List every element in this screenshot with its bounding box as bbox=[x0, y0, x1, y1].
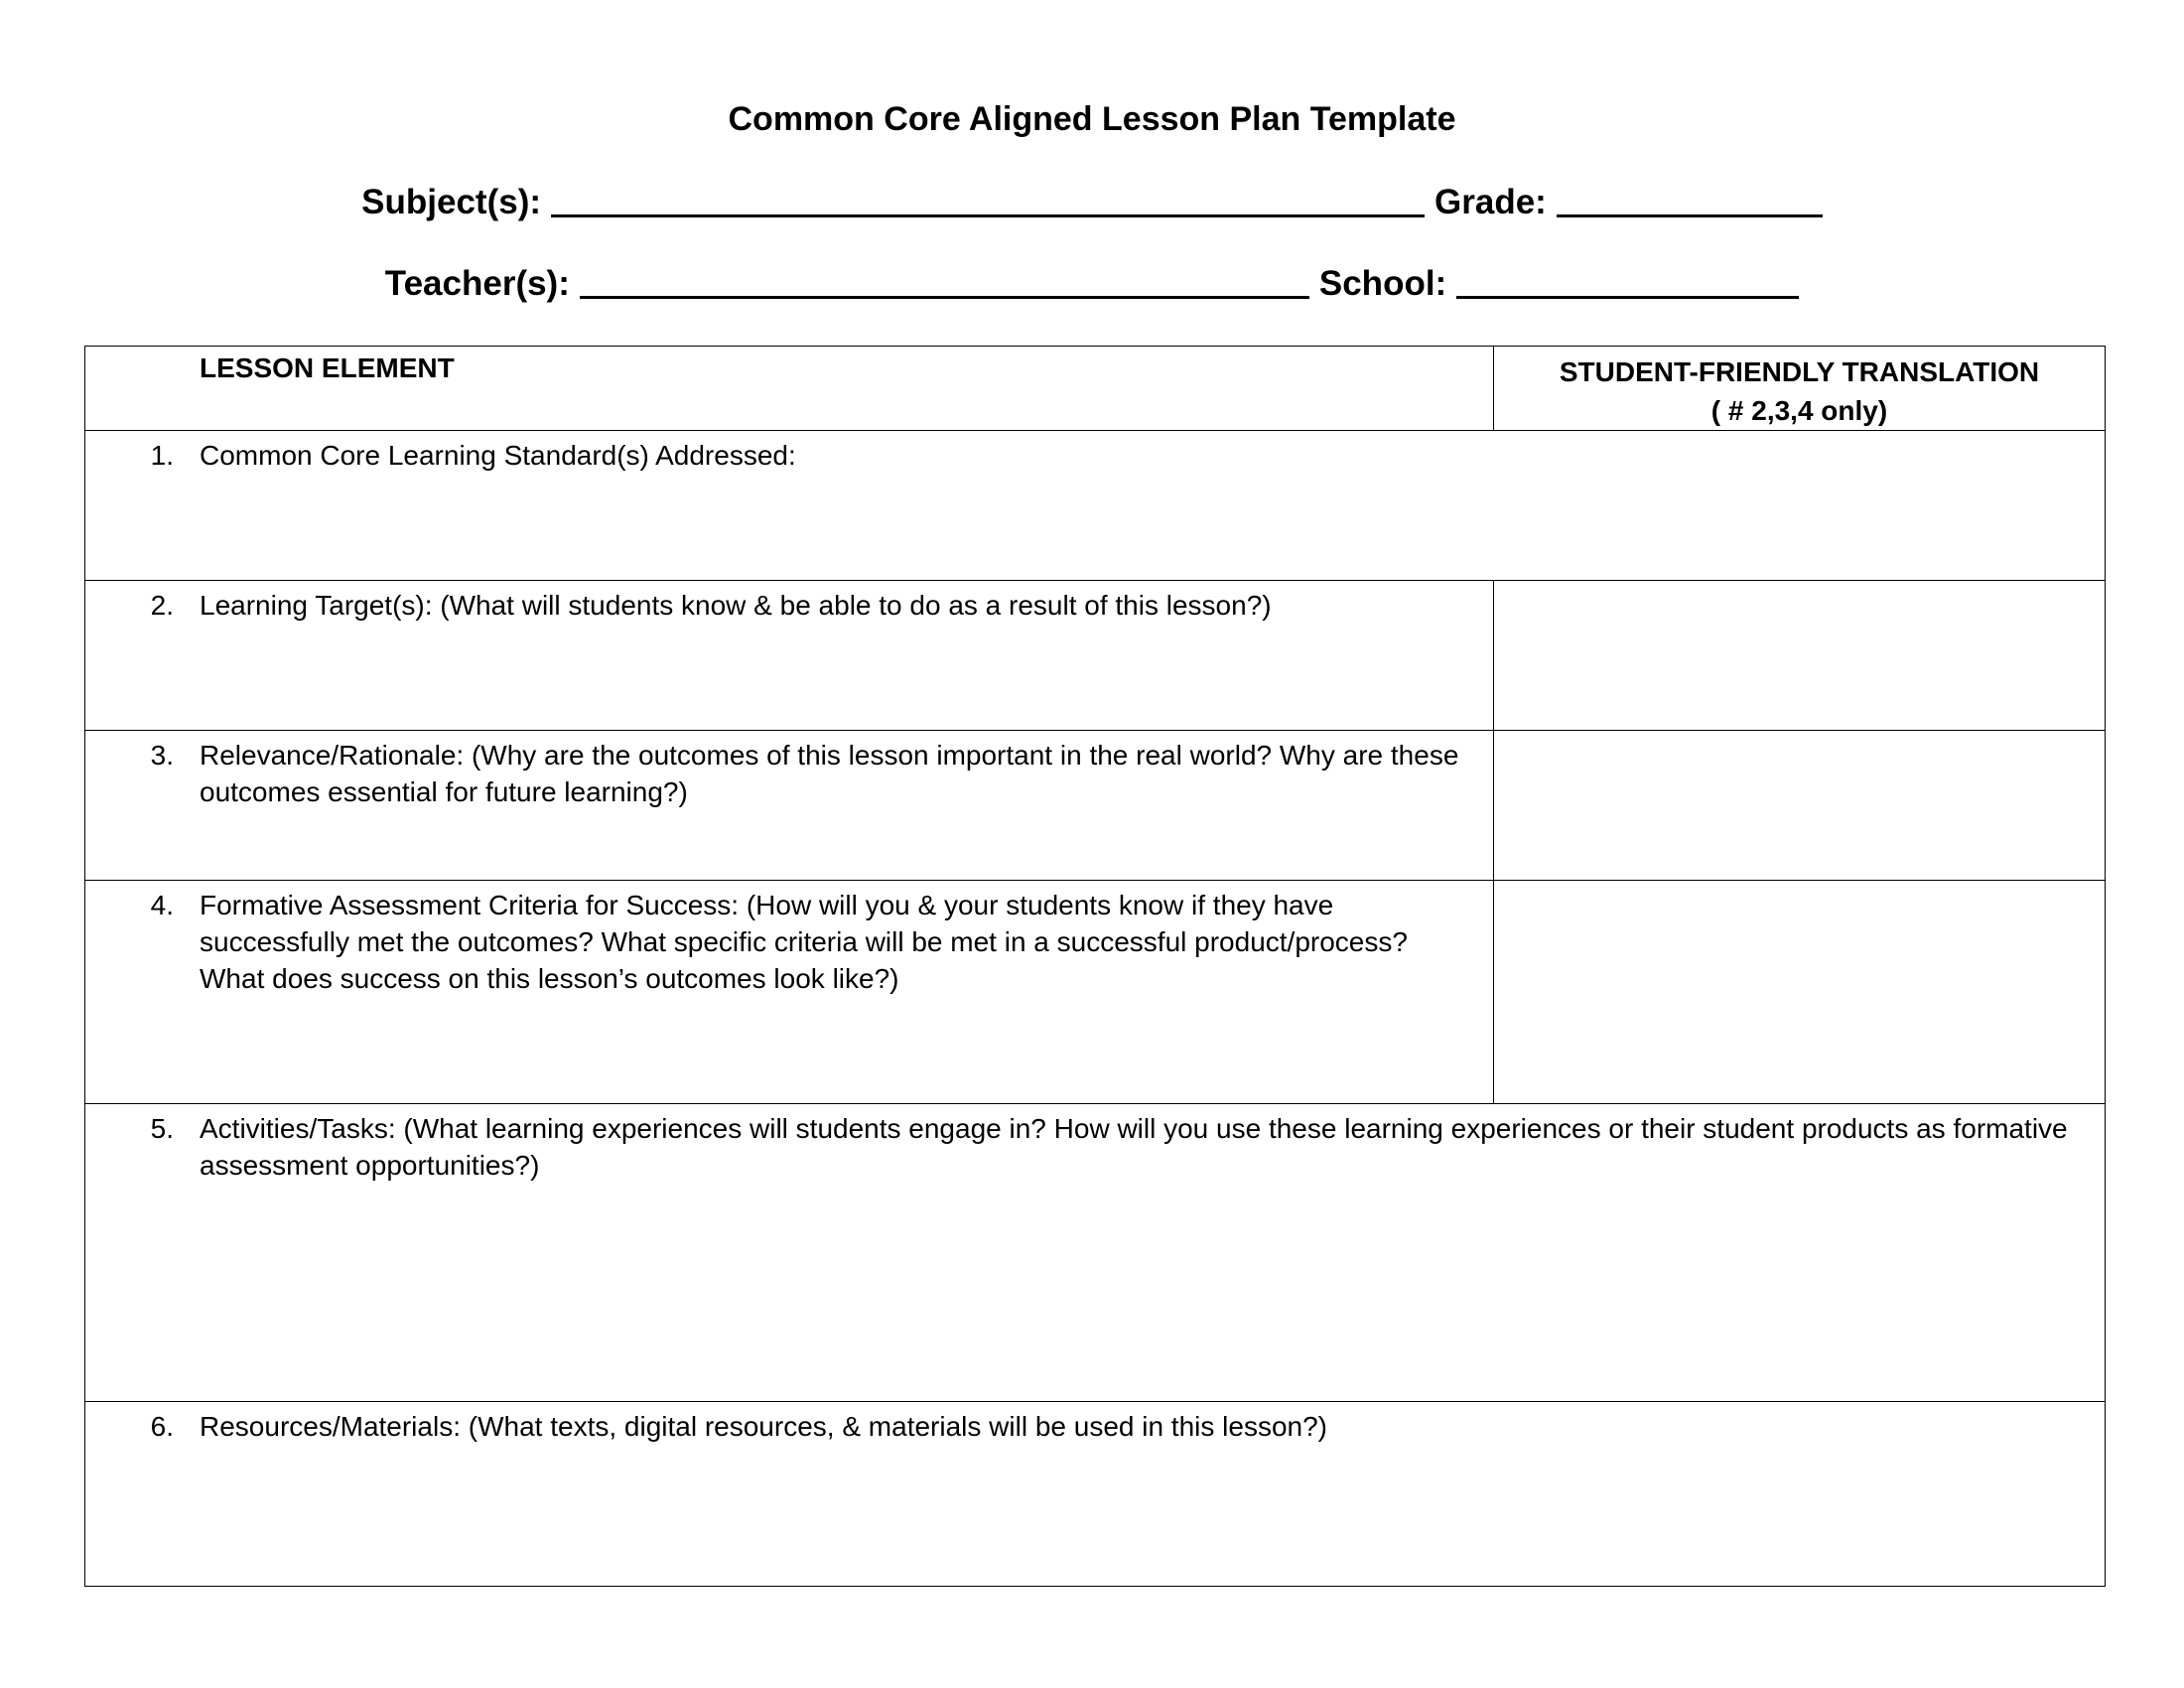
translation-cell[interactable] bbox=[1494, 731, 2106, 881]
table-row bbox=[85, 731, 2106, 881]
lesson-element-cell[interactable] bbox=[85, 1104, 2106, 1402]
subject-blank[interactable] bbox=[551, 214, 1425, 217]
lesson-plan-table bbox=[84, 346, 2106, 1587]
item-number: 5. bbox=[150, 1113, 174, 1144]
subject-grade-line bbox=[0, 183, 2184, 222]
header-student-friendly bbox=[1494, 347, 2106, 431]
item-number: 1. bbox=[150, 440, 174, 471]
table-row bbox=[85, 581, 2106, 731]
item-number: 4. bbox=[150, 890, 174, 920]
lesson-element-cell[interactable] bbox=[85, 581, 1494, 731]
table-row bbox=[85, 1104, 2106, 1402]
translation-cell[interactable] bbox=[1494, 581, 2106, 731]
grade-label: Grade: bbox=[1434, 183, 1547, 221]
grade-blank[interactable] bbox=[1557, 214, 1823, 217]
table-header-row bbox=[85, 347, 2106, 431]
school-blank[interactable] bbox=[1456, 296, 1799, 299]
teacher-label: Teacher(s): bbox=[384, 264, 570, 303]
page-title: Common Core Aligned Lesson Plan Template bbox=[728, 100, 1456, 138]
lesson-element-cell[interactable] bbox=[85, 881, 1494, 1104]
lesson-element-cell[interactable] bbox=[85, 731, 1494, 881]
header-lesson-element: LESSON ELEMENT bbox=[85, 347, 1494, 431]
item-number: 6. bbox=[150, 1411, 174, 1442]
item-text: Formative Assessment Criteria for Success: (How will you & your students know if they have successfully met the outcomes? What specific criteria will be met in a successful product/process? What does success on this lesson’s outcomes look like?) bbox=[200, 890, 1408, 994]
table-row bbox=[85, 431, 2106, 581]
school-label: School: bbox=[1318, 264, 1447, 303]
teacher-school-line bbox=[0, 264, 2184, 304]
item-number: 3. bbox=[150, 740, 174, 771]
lesson-element-cell[interactable] bbox=[85, 431, 2106, 581]
item-text: Relevance/Rationale: (Why are the outcomes of this lesson important in the real world? Why are these outcomes essential for future learning?) bbox=[200, 740, 1459, 807]
item-number: 2. bbox=[150, 590, 174, 621]
table-row bbox=[85, 881, 2106, 1104]
header-student-friendly-title: STUDENT-FRIENDLY TRANSLATION bbox=[1559, 356, 2040, 387]
teacher-blank[interactable] bbox=[580, 296, 1309, 299]
item-text: Activities/Tasks: (What learning experiences will students engage in? How will you use these learning experiences or their student products as formative assessment opportunities?) bbox=[200, 1113, 2068, 1181]
item-text: Common Core Learning Standard(s) Addressed: bbox=[200, 440, 796, 471]
item-text: Learning Target(s): (What will students know & be able to do as a result of this lesson?) bbox=[200, 590, 1272, 621]
table-row bbox=[85, 1402, 2106, 1587]
item-text: Resources/Materials: (What texts, digital resources, & materials will be used in this lesson?) bbox=[200, 1411, 1327, 1442]
subject-label: Subject(s): bbox=[361, 183, 542, 221]
header-student-friendly-note: ( # 2,3,4 only) bbox=[1710, 395, 1888, 426]
translation-cell[interactable] bbox=[1494, 881, 2106, 1104]
lesson-element-cell[interactable] bbox=[85, 1402, 2106, 1587]
